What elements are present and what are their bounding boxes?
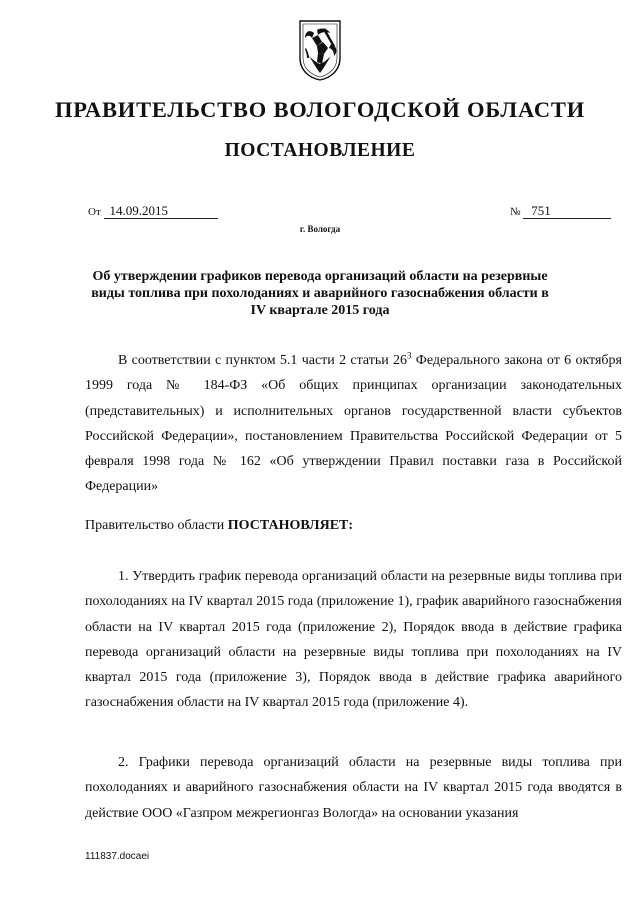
coat-of-arms-icon xyxy=(297,18,343,82)
preamble-text-a: В соответствии с пунктом 5.1 части 2 статьи 26 xyxy=(118,353,408,368)
preamble-paragraph xyxy=(85,348,622,500)
document-heading: Об утверждении графиков перевода организаций области на резервные виды топлива при похолоданиях и аварийного газоснабжения области в IV квартале 2015 года xyxy=(91,269,549,318)
document-date-row xyxy=(88,204,218,219)
number-prefix: № xyxy=(510,206,521,218)
document-city: г. Вологда xyxy=(299,224,341,234)
date-prefix: От xyxy=(88,206,101,218)
decree-line xyxy=(85,513,622,538)
article-superscript: 3 xyxy=(407,350,412,361)
document-number: 751 xyxy=(523,204,611,219)
clause-2-paragraph: 2. Графики перевода организаций области на резервные виды топлива при похолоданиях и аварийного газоснабжения области на IV квартал 2015 года вводятся в действие ООО «Газпром межрегионгаз Вологда» на основании указания xyxy=(85,755,622,821)
decree-subject: Правительство области xyxy=(85,518,228,533)
document-number-row xyxy=(510,204,611,219)
document-type-title: ПОСТАНОВЛЕНИЕ xyxy=(224,140,416,161)
decree-verb: ПОСТАНОВЛЯЕТ: xyxy=(227,518,354,533)
preamble-text-b: Федерального закона от 6 октября 1999 года № 184-ФЗ «Об общих принципах организации законодательных (представительных) и исполнительных органов государственной власти субъектов Российской Федерации», постановлением Правительства Российской Федерации от 5 февраля 1998 года № 162 «Об утверждении Правил поставки газа в Российской Федерации» xyxy=(85,353,622,495)
government-title: ПРАВИТЕЛЬСТВО ВОЛОГОДСКОЙ ОБЛАСТИ xyxy=(54,97,586,122)
clause-1-paragraph: 1. Утвердить график перевода организаций области на резервные виды топлива при похолоданиях на IV квартал 2015 года (приложение 1), график аварийного газоснабжения области на IV квартал 2015 года (приложение 2), Порядок ввода в действие графика перевода организаций области на резервные виды топлива при похолоданиях на IV квартал 2015 года (приложение 3), Порядок ввода в действие графика аварийного газоснабжения области на IV квартал 2015 года (приложение 4). xyxy=(85,569,622,711)
document-date: 14.09.2015 xyxy=(104,204,218,219)
file-code: 111837.docaei xyxy=(85,851,150,862)
